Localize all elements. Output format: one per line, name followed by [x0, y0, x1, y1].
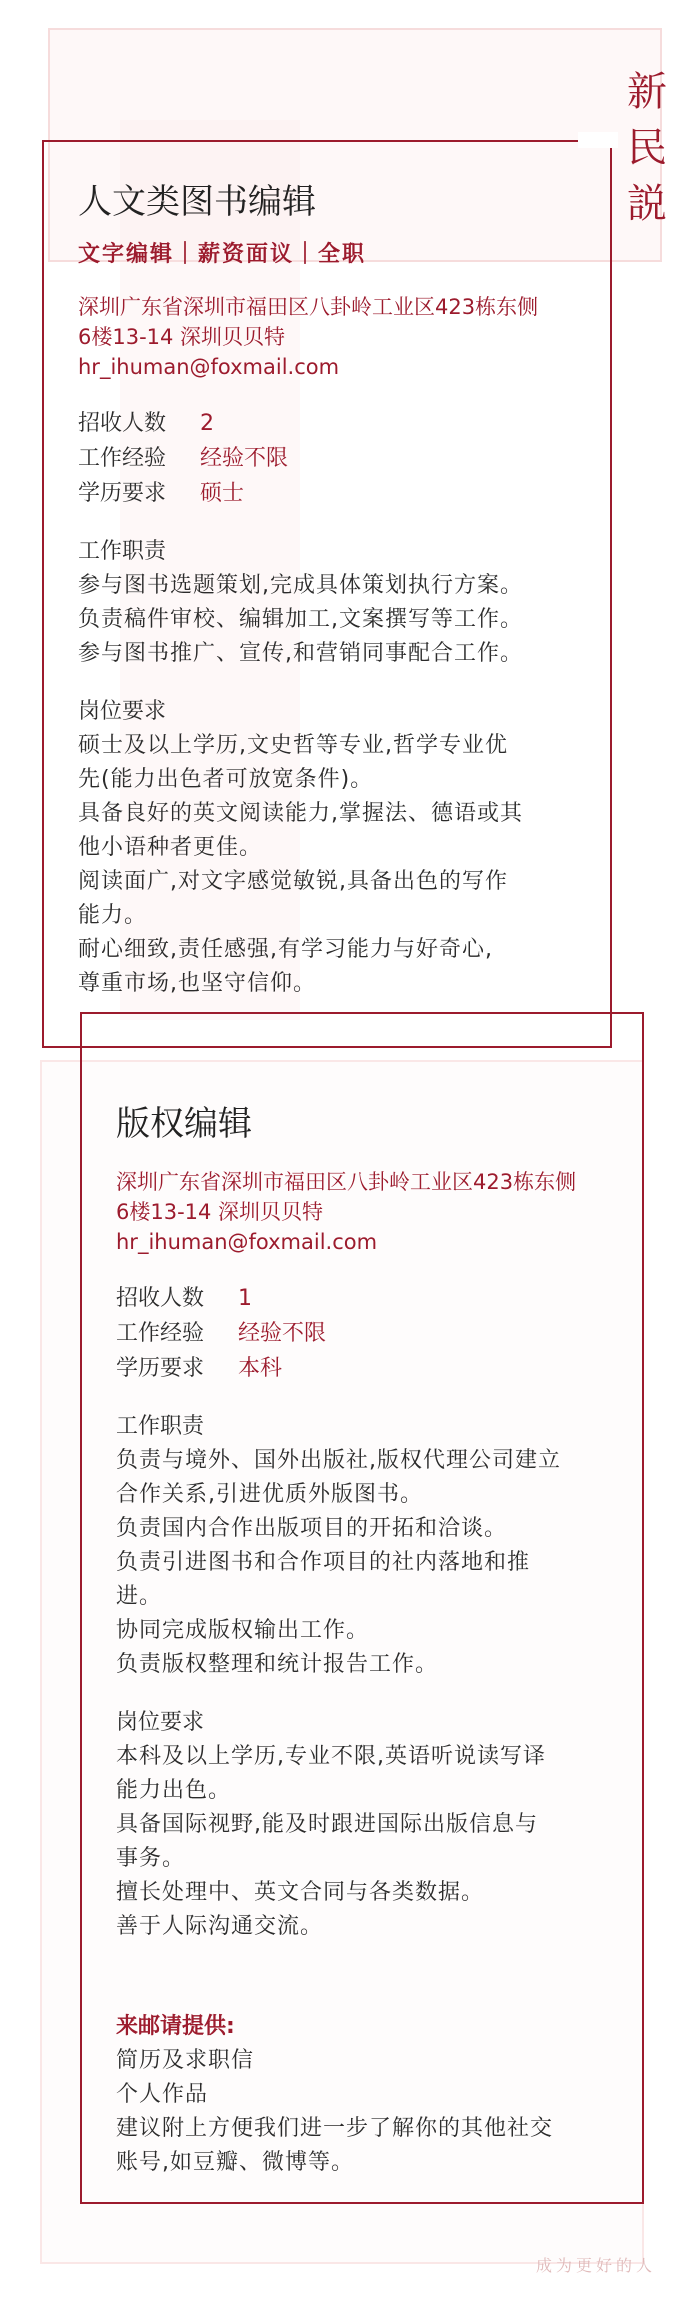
duty-line: 负责与境外、国外出版社,版权代理公司建立	[116, 1448, 561, 1473]
job1-card	[78, 174, 598, 1001]
job2-address-line-1: 深圳广东省深圳市福田区八卦岭工业区423栋东侧	[116, 1170, 577, 1194]
req-line: 擅长处理中、英文合同与各类数据。	[116, 1880, 485, 1905]
field-value: 经验不限	[238, 1321, 327, 1346]
job2-duties-heading: 工作职责	[116, 1414, 205, 1439]
job2-field-experience	[116, 1316, 636, 1351]
duty-line: 协同完成版权输出工作。	[116, 1618, 370, 1643]
job1-duties-heading: 工作职责	[78, 539, 167, 564]
mail-item: 账号,如豆瓣、微博等。	[116, 2150, 354, 2175]
duty-line: 负责引进图书和合作项目的社内落地和推	[116, 1550, 531, 1575]
field-label: 工作经验	[78, 446, 167, 471]
field-label: 学历要求	[116, 1356, 205, 1381]
job2-address	[116, 1167, 636, 1257]
req-line: 本科及以上学历,专业不限,英语听说读写译	[116, 1744, 546, 1769]
brand-char-3: 説	[627, 181, 667, 227]
req-line: 具备良好的英文阅读能力,掌握法、德语或其	[78, 801, 523, 826]
field-value: 硕士	[200, 481, 245, 506]
job1-subtitle: 文字编辑｜薪资面议｜全职	[78, 242, 367, 267]
duty-line: 参与图书推广、宣传,和营销同事配合工作。	[78, 641, 523, 666]
job1-address-line-1: 深圳广东省深圳市福田区八卦岭工业区423栋东侧	[78, 295, 539, 319]
job2-address-line-2: 6楼13-14 深圳贝贝特	[116, 1200, 324, 1224]
field-value: 本科	[238, 1356, 283, 1381]
duty-line: 负责国内合作出版项目的开拓和洽谈。	[116, 1516, 508, 1541]
job2-fields	[116, 1281, 636, 1386]
mail-section	[116, 2010, 656, 2180]
req-line: 先(能力出色者可放宽条件)。	[78, 767, 374, 792]
req-line: 事务。	[116, 1846, 186, 1871]
job1-req-heading: 岗位要求	[78, 699, 167, 724]
job1-email-link[interactable]: hr_ihuman@foxmail.com	[78, 355, 340, 379]
job1-address	[78, 292, 598, 382]
frame-gap	[578, 132, 618, 148]
mail-item: 个人作品	[116, 2082, 209, 2107]
req-line: 善于人际沟通交流。	[116, 1914, 324, 1939]
req-line: 具备国际视野,能及时跟进国际出版信息与	[116, 1812, 538, 1837]
brand-char-1: 新	[627, 69, 667, 115]
field-label: 学历要求	[78, 481, 167, 506]
req-line: 阅读面广,对文字感觉敏锐,具备出色的写作	[78, 869, 508, 894]
req-line: 能力出色。	[116, 1778, 232, 1803]
job2-field-education	[116, 1351, 636, 1386]
field-label: 招收人数	[78, 411, 167, 436]
job2-requirements-section	[116, 1706, 636, 1944]
job2-email-link[interactable]: hr_ihuman@foxmail.com	[116, 1230, 378, 1254]
job2-title: 版权编辑	[116, 1104, 252, 1144]
field-label: 招收人数	[116, 1286, 205, 1311]
duty-line: 进。	[116, 1584, 163, 1609]
duty-line: 合作关系,引进优质外版图书。	[116, 1482, 423, 1507]
duty-line: 负责稿件审校、编辑加工,文案撰写等工作。	[78, 607, 523, 632]
job2-card	[116, 1096, 636, 1944]
job1-address-line-2: 6楼13-14 深圳贝贝特	[78, 325, 286, 349]
brand-logo	[620, 64, 674, 232]
field-value: 经验不限	[200, 446, 289, 471]
job1-field-headcount	[78, 406, 598, 441]
job1-duties-section	[78, 535, 598, 671]
job2-duties-section	[116, 1410, 636, 1682]
footer-tagline: 成为更好的人	[535, 2256, 656, 2275]
field-value: 2	[200, 411, 214, 436]
mail-item: 简历及求职信	[116, 2048, 255, 2073]
field-label: 工作经验	[116, 1321, 205, 1346]
req-line: 能力。	[78, 903, 148, 928]
field-value: 1	[238, 1286, 252, 1311]
duty-line: 负责版权整理和统计报告工作。	[116, 1652, 439, 1677]
req-line: 他小语种者更佳。	[78, 835, 263, 860]
brand-char-2: 民	[627, 125, 667, 171]
job1-fields	[78, 406, 598, 511]
mail-item: 建议附上方便我们进一步了解你的其他社交	[116, 2116, 554, 2141]
job1-title: 人文类图书编辑	[78, 182, 316, 222]
job1-field-experience	[78, 441, 598, 476]
req-line: 尊重市场,也坚守信仰。	[78, 971, 316, 996]
mail-heading: 来邮请提供:	[116, 2014, 235, 2039]
job2-field-headcount	[116, 1281, 636, 1316]
job1-field-education	[78, 476, 598, 511]
duty-line: 参与图书选题策划,完成具体策划执行方案。	[78, 573, 523, 598]
job2-req-heading: 岗位要求	[116, 1710, 205, 1735]
req-line: 硕士及以上学历,文史哲等专业,哲学专业优	[78, 733, 508, 758]
req-line: 耐心细致,责任感强,有学习能力与好奇心,	[78, 937, 493, 962]
job1-requirements-section	[78, 695, 598, 1001]
